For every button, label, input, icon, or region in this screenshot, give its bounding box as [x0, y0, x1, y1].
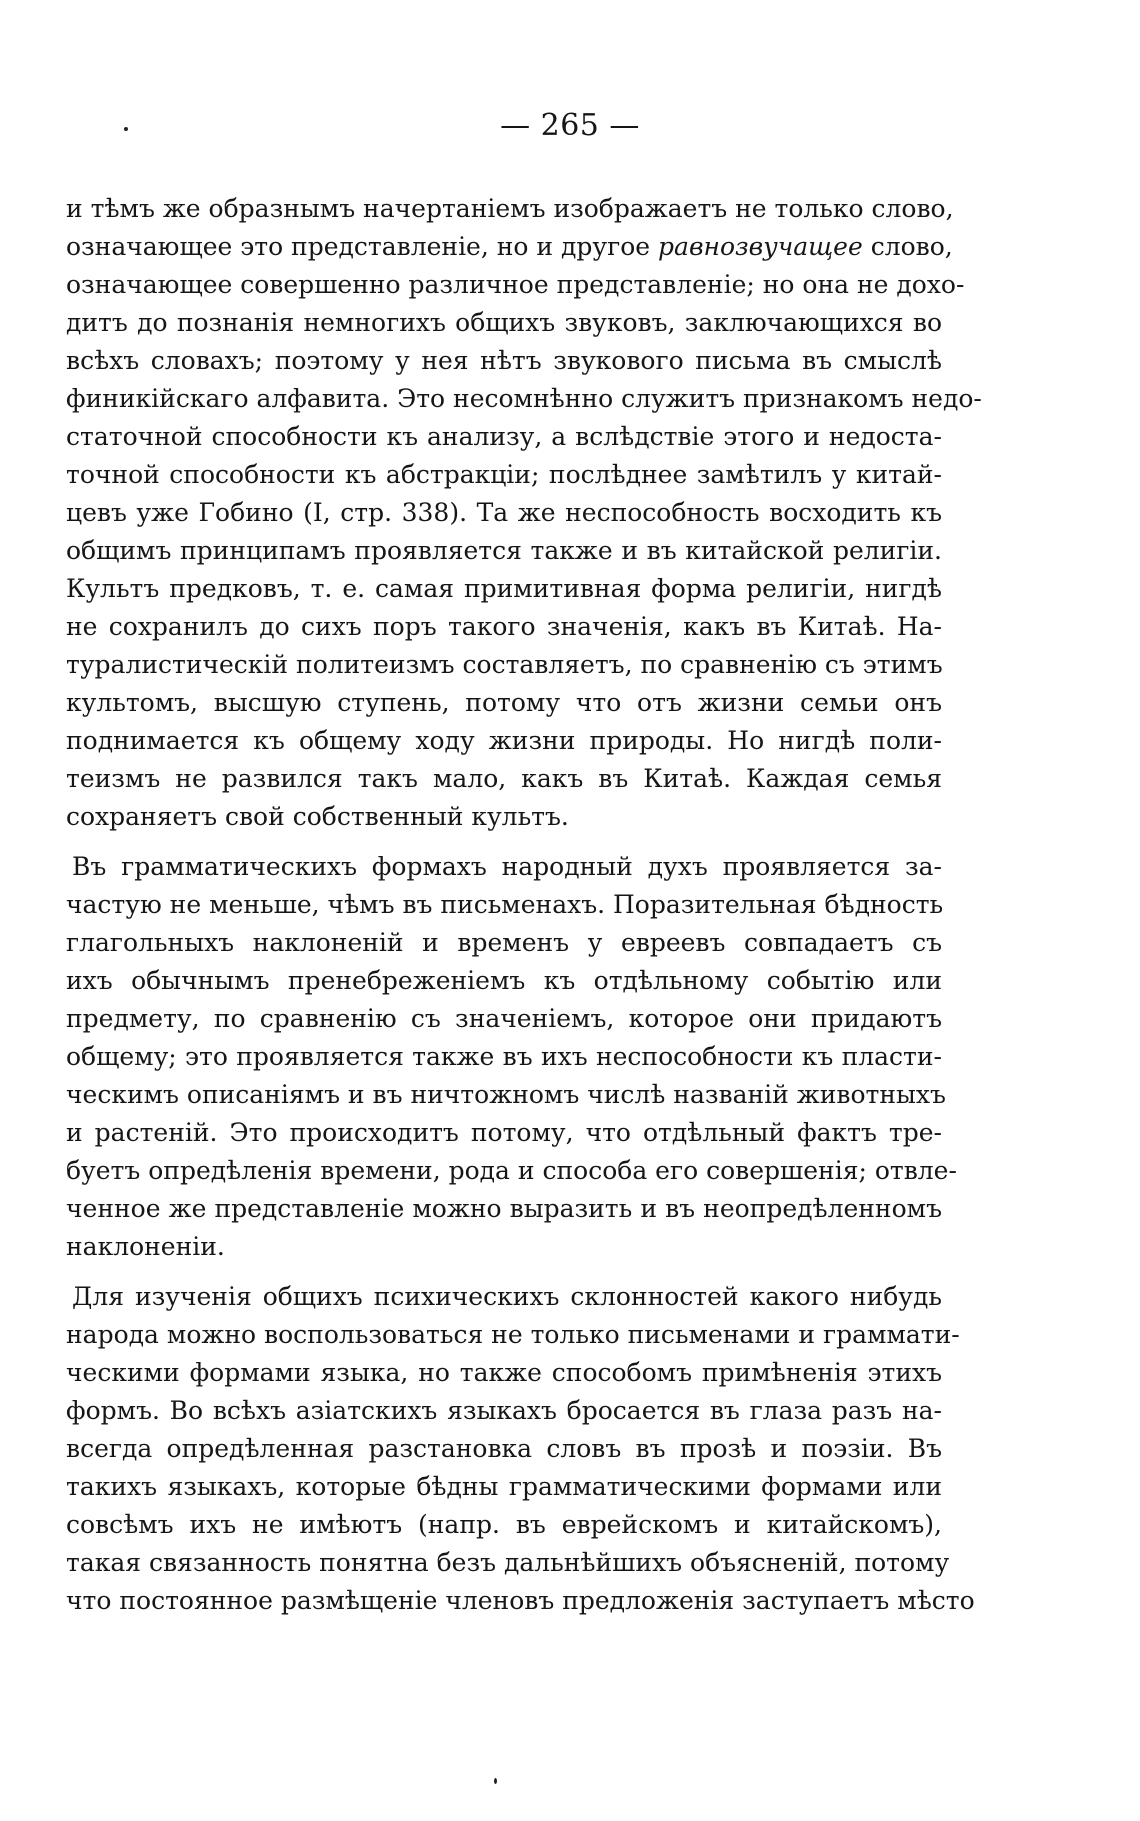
text-line: сохраняетъ свой собственный культъ.	[66, 802, 569, 831]
paragraph-1	[66, 190, 982, 836]
text-line: финикійскаго алфавита. Это несомнѣнно служитъ признакомъ недо-	[66, 384, 982, 413]
text-line: Въ грамматическихъ формахъ народный духъ проявляется за-	[72, 852, 942, 881]
text-line: всегда опредѣленная разстановка словъ въ прозѣ и поэзіи. Въ	[66, 1434, 942, 1463]
text-line: общему; это проявляется также въ ихъ неспособности къ пласти-	[66, 1042, 942, 1071]
print-speck	[124, 127, 128, 131]
text-line: ческимъ описаніямъ и въ ничтожномъ числѣ названій животныхъ	[66, 1080, 946, 1109]
text-line: означающее совершенно различное представленіе; но она не дохо-	[66, 270, 965, 299]
text-line: не сохранилъ до сихъ поръ такого значенія, какъ въ Китаѣ. На-	[66, 612, 942, 641]
text-line: что постоянное размѣщеніе членовъ предложенія заступаетъ мѣсто	[66, 1586, 975, 1615]
text-line: формъ. Во всѣхъ азіатскихъ языкахъ бросается въ глаза разъ на-	[66, 1396, 942, 1425]
text-line: ческими формами языка, но также способомъ примѣненія этихъ	[66, 1358, 942, 1387]
text-line: статочной способности къ анализу, а вслѣдствіе этого и недоста-	[66, 422, 942, 451]
text-line: культомъ, высшую ступень, потому что отъ жизни семьи онъ	[66, 688, 942, 717]
text-line: Для изученія общихъ психическихъ склонностей какого нибудь	[72, 1282, 942, 1311]
text-line: такая связанность понятна безъ дальнѣйшихъ объясненій, потому	[66, 1548, 950, 1577]
page-number: — 265 —	[500, 108, 640, 143]
text-line: поднимается къ общему ходу жизни природы. Но нигдѣ поли-	[66, 726, 942, 755]
text-line: ченное же представленіе можно выразить и въ неопредѣленномъ	[66, 1194, 942, 1223]
body-text	[66, 190, 982, 1632]
text-line: дитъ до познанія немногихъ общихъ звуковъ, заключающихся во	[66, 308, 942, 337]
text-line: предмету, по сравненію съ значеніемъ, которое они придаютъ	[66, 1004, 942, 1033]
text-line: и растеній. Это происходитъ потому, что отдѣльный фактъ тре-	[66, 1118, 942, 1147]
text-line: частую не меньше, чѣмъ въ письменахъ. Поразительная бѣдность	[66, 890, 944, 919]
text-line: совсѣмъ ихъ не имѣютъ (напр. въ еврейскомъ и китайскомъ),	[66, 1510, 942, 1539]
text-segment: слово,	[870, 232, 953, 261]
text-line: буетъ опредѣленія времени, рода и способа его совершенія; отвле-	[66, 1156, 957, 1185]
text-line: такихъ языкахъ, которые бѣдны грамматическими формами или	[66, 1472, 942, 1501]
text-line: Культъ предковъ, т. е. самая примитивная форма религіи, нигдѣ	[66, 574, 942, 603]
text-line: всѣхъ словахъ; поэтому у нея нѣтъ звукового письма въ смыслѣ	[66, 346, 942, 375]
text-line: ихъ обычнымъ пренебреженіемъ къ отдѣльному событію или	[66, 966, 942, 995]
italic-term: равнозвучащее	[658, 232, 863, 261]
text-line	[66, 228, 953, 266]
paragraph-3	[66, 1278, 975, 1620]
text-line: общимъ принципамъ проявляется также и въ китайской религіи.	[66, 536, 942, 565]
print-speck	[494, 1778, 497, 1784]
text-line: точной способности къ абстракціи; послѣднее замѣтилъ у китай-	[66, 460, 942, 489]
text-line: туралистическій политеизмъ составляетъ, по сравненію съ этимъ	[66, 650, 943, 679]
text-line: наклоненіи.	[66, 1232, 225, 1261]
text-line: теизмъ не развился такъ мало, какъ въ Китаѣ. Каждая семья	[66, 764, 942, 793]
paragraph-2	[66, 848, 957, 1266]
text-line: цевъ уже Гобино (I, стр. 338). Та же неспособность восходить къ	[66, 498, 942, 527]
text-line: и тѣмъ же образнымъ начертаніемъ изображаетъ не только слово,	[66, 194, 954, 223]
text-segment: означающее это представленіе, но и другое	[66, 232, 651, 261]
text-line: народа можно воспользоваться не только письменами и граммати-	[66, 1320, 960, 1349]
text-line: глагольныхъ наклоненій и временъ у евреевъ совпадаетъ съ	[66, 928, 942, 957]
